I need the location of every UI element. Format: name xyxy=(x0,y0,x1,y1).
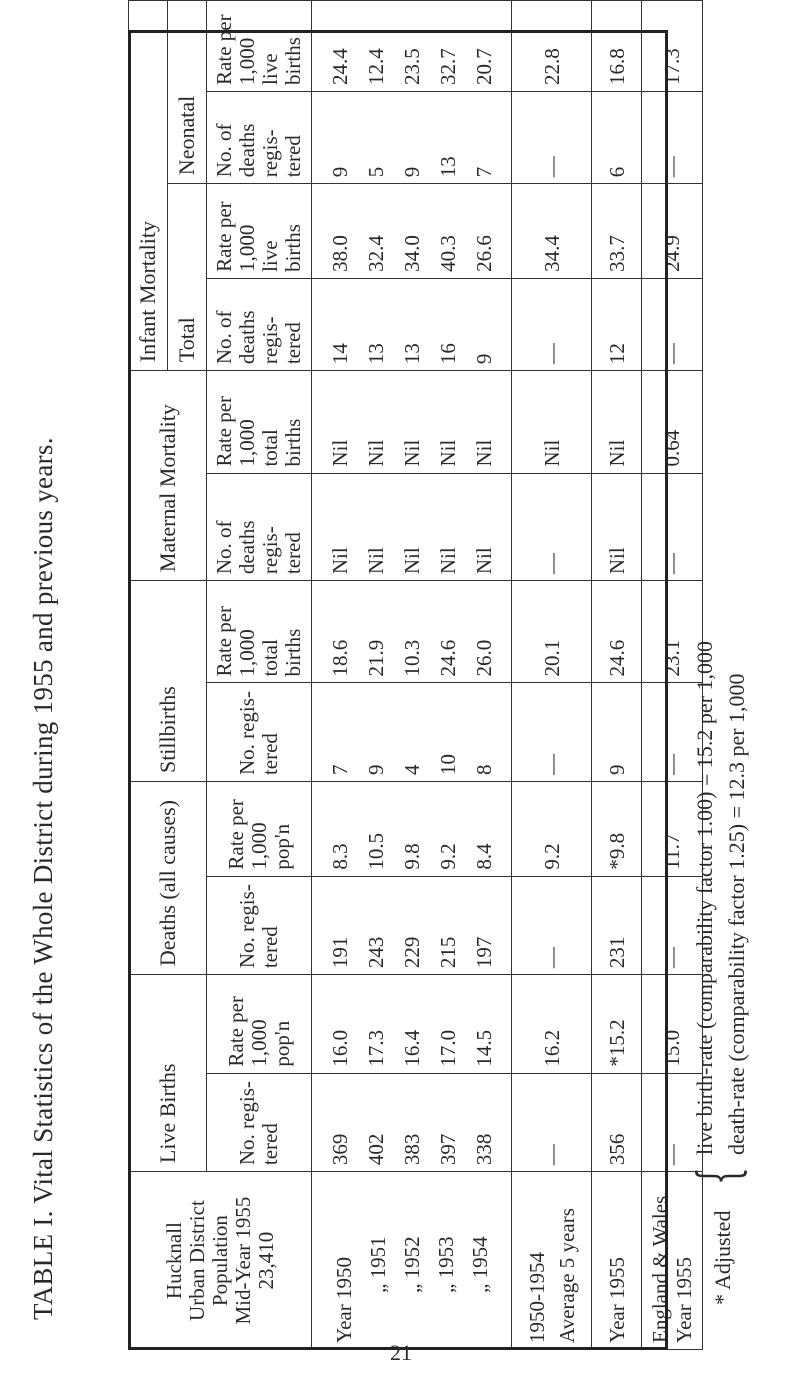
col-header: Rate per 1,000 pop'n xyxy=(207,975,312,1073)
value: 243 xyxy=(363,936,388,969)
cell-sb-no xyxy=(312,683,512,782)
stub-average xyxy=(512,1172,592,1350)
row-label: „ 1953 xyxy=(433,1236,458,1293)
table-row xyxy=(592,1,642,1350)
value: 24.4 xyxy=(327,48,352,85)
value: 16.0 xyxy=(327,1029,352,1067)
stub-england-wales xyxy=(642,1172,703,1350)
cell-d-no xyxy=(312,876,512,975)
cell: 23.1 xyxy=(642,581,703,683)
col-header: Rate per 1,000 live births xyxy=(207,1,312,92)
footnote-star: * xyxy=(710,1294,735,1305)
value: 9 xyxy=(471,353,496,365)
cell: 22.8 xyxy=(512,1,592,92)
value: 10.5 xyxy=(363,832,388,870)
cell-d-rate xyxy=(312,782,512,877)
cell: — xyxy=(642,683,703,782)
cell: — xyxy=(642,876,703,975)
cell: — xyxy=(512,683,592,782)
value: 23.5 xyxy=(399,48,424,85)
value: 369 xyxy=(327,1133,352,1166)
value: 9 xyxy=(363,764,388,776)
stub-line: Population xyxy=(207,1215,232,1307)
value: 40.3 xyxy=(435,235,460,272)
cell: — xyxy=(642,91,703,183)
page-title: TABLE I. Vital Statistics of the Whole District during 1955 and previous years. xyxy=(28,437,58,1320)
row-label: England & Wales xyxy=(648,1195,672,1343)
value: Nil xyxy=(399,439,424,467)
group-infant-mortality: Infant Mortality xyxy=(129,1,168,371)
group-deaths: Deaths (all causes) xyxy=(129,782,207,975)
cell: 33.7 xyxy=(592,184,642,279)
cell: 231 xyxy=(592,876,642,975)
col-header: No. of deaths regis- tered xyxy=(207,473,312,581)
cell: — xyxy=(642,278,703,370)
group-maternal-mortality: Maternal Mortality xyxy=(129,371,207,581)
group-stillbirths: Stillbirths xyxy=(129,581,207,782)
value: 215 xyxy=(435,936,460,969)
col-header: Rate per 1,000 total births xyxy=(207,371,312,473)
cell: 20.1 xyxy=(512,581,592,683)
value: 13 xyxy=(435,156,460,178)
row-label: Average 5 years xyxy=(554,1208,579,1343)
stub-years xyxy=(312,1172,512,1350)
value: 10 xyxy=(435,754,460,776)
col-header: No. of deaths regis- tered xyxy=(207,278,312,370)
cell-in-no xyxy=(312,91,512,183)
cell: 15.0 xyxy=(642,975,703,1073)
cell: Nil xyxy=(512,371,592,473)
stub-header xyxy=(129,1172,312,1350)
cell: *9.8 xyxy=(592,782,642,877)
value: 20.7 xyxy=(471,48,496,85)
brace-icon: { xyxy=(687,1167,752,1185)
row-label: Year 1955 xyxy=(672,1257,696,1343)
value: 8.4 xyxy=(471,843,496,870)
value: Nil xyxy=(327,547,352,575)
cell-it-rate xyxy=(312,184,512,279)
value: 32.7 xyxy=(435,48,460,85)
value: 17.3 xyxy=(363,1029,388,1067)
value: 191 xyxy=(327,936,352,969)
cell-sb-rate xyxy=(312,581,512,683)
stub-line: Urban District xyxy=(184,1200,209,1321)
value: 13 xyxy=(363,343,388,365)
col-header: Rate per 1,000 total births xyxy=(207,581,312,683)
group-live-births: Live Births xyxy=(129,975,207,1172)
col-header: No. of deaths regis- tered xyxy=(207,91,312,183)
value: 383 xyxy=(399,1133,424,1166)
group-infant-total: Total xyxy=(168,184,207,371)
value: 9 xyxy=(327,166,352,178)
cell: 12 xyxy=(592,278,642,370)
value: 13 xyxy=(399,343,424,365)
vital-statistics-table xyxy=(128,0,703,1350)
value: Nil xyxy=(471,439,496,467)
cell: — xyxy=(512,278,592,370)
cell: 34.4 xyxy=(512,184,592,279)
row-label: Year 1950 xyxy=(331,1257,356,1343)
value: 34.0 xyxy=(399,235,424,272)
footnote-line: live birth-rate (comparability factor 1.00) = 15.2 per 1,000 xyxy=(692,641,717,1155)
cell-lb-rate xyxy=(312,975,512,1073)
value: 12.4 xyxy=(363,48,388,85)
value: Nil xyxy=(435,439,460,467)
value: 17.0 xyxy=(435,1029,460,1067)
footnote-label: Adjusted xyxy=(710,1210,735,1290)
cell: — xyxy=(512,91,592,183)
value: 8.3 xyxy=(327,843,352,870)
col-header: No. regis- tered xyxy=(207,876,312,975)
col-header: No. regis- tered xyxy=(207,1073,312,1172)
table-row xyxy=(512,1,592,1350)
value: 229 xyxy=(399,936,424,969)
row-label: „ 1951 xyxy=(365,1236,390,1293)
value: 9 xyxy=(399,166,424,178)
value: Nil xyxy=(327,439,352,467)
cell: — xyxy=(512,473,592,581)
value: 14.5 xyxy=(471,1029,496,1067)
cell-in-rate xyxy=(312,1,512,92)
cell: 24.9 xyxy=(642,184,703,279)
cell: — xyxy=(512,876,592,975)
cell: 6 xyxy=(592,91,642,183)
cell: 356 xyxy=(592,1073,642,1172)
cell: 24.6 xyxy=(592,581,642,683)
cell-it-no xyxy=(312,278,512,370)
value: 18.6 xyxy=(327,639,352,677)
cell: 0.64 xyxy=(642,371,703,473)
page-number: 21 xyxy=(390,1340,412,1365)
col-header: No. regis- tered xyxy=(207,683,312,782)
value: 402 xyxy=(363,1133,388,1166)
cell: 16.2 xyxy=(512,975,592,1073)
cell: 9 xyxy=(592,683,642,782)
row-label: „ 1954 xyxy=(467,1236,492,1293)
value: 21.9 xyxy=(363,639,388,677)
stub-line: Mid-Year 1955 xyxy=(230,1196,255,1325)
value: 14 xyxy=(327,343,352,365)
cell: 16.8 xyxy=(592,1,642,92)
value: 16 xyxy=(435,343,460,365)
group-infant-neonatal: Neonatal xyxy=(168,1,207,184)
cell: — xyxy=(642,1073,703,1172)
row-label: 1950-1954 xyxy=(524,1252,549,1343)
col-header: Rate per 1,000 pop'n xyxy=(207,782,312,877)
cell: Nil xyxy=(592,371,642,473)
value: 38.0 xyxy=(327,235,352,272)
stub-1955: Year 1955 xyxy=(592,1172,642,1350)
value: 10.3 xyxy=(399,639,424,677)
value: Nil xyxy=(363,439,388,467)
cell-mm-no xyxy=(312,473,512,581)
value: 197 xyxy=(471,936,496,969)
stub-line: 23,410 xyxy=(253,1231,278,1290)
col-header: Rate per 1,000 live births xyxy=(207,184,312,279)
cell: 9.2 xyxy=(512,782,592,877)
value: Nil xyxy=(363,547,388,575)
row-label: „ 1952 xyxy=(399,1236,424,1293)
cell: Nil xyxy=(592,473,642,581)
value: 7 xyxy=(327,764,352,776)
stub-line: Hucknall xyxy=(161,1222,186,1300)
cell: 11.7 xyxy=(642,782,703,877)
cell: — xyxy=(642,473,703,581)
value: Nil xyxy=(399,547,424,575)
cell: 17.3 xyxy=(642,1,703,92)
value: 16.4 xyxy=(399,1029,424,1067)
value: 7 xyxy=(471,166,496,178)
value: Nil xyxy=(435,547,460,575)
value: 9.8 xyxy=(399,843,424,870)
value: 8 xyxy=(471,764,496,776)
value: 338 xyxy=(471,1133,496,1166)
cell-lb-no xyxy=(312,1073,512,1172)
value: Nil xyxy=(471,547,496,575)
value: 24.6 xyxy=(435,639,460,677)
cell: — xyxy=(512,1073,592,1172)
value: 4 xyxy=(399,764,424,776)
value: 26.0 xyxy=(471,639,496,677)
value: 26.6 xyxy=(471,235,496,272)
footnote-line: death-rate (comparability factor 1.25) = 12.3 per 1,000 xyxy=(724,673,749,1155)
cell-mm-rate xyxy=(312,371,512,473)
value: 9.2 xyxy=(435,843,460,870)
cell: *15.2 xyxy=(592,975,642,1073)
value: 5 xyxy=(363,166,388,178)
value: 32.4 xyxy=(363,235,388,272)
value: 397 xyxy=(435,1133,460,1166)
